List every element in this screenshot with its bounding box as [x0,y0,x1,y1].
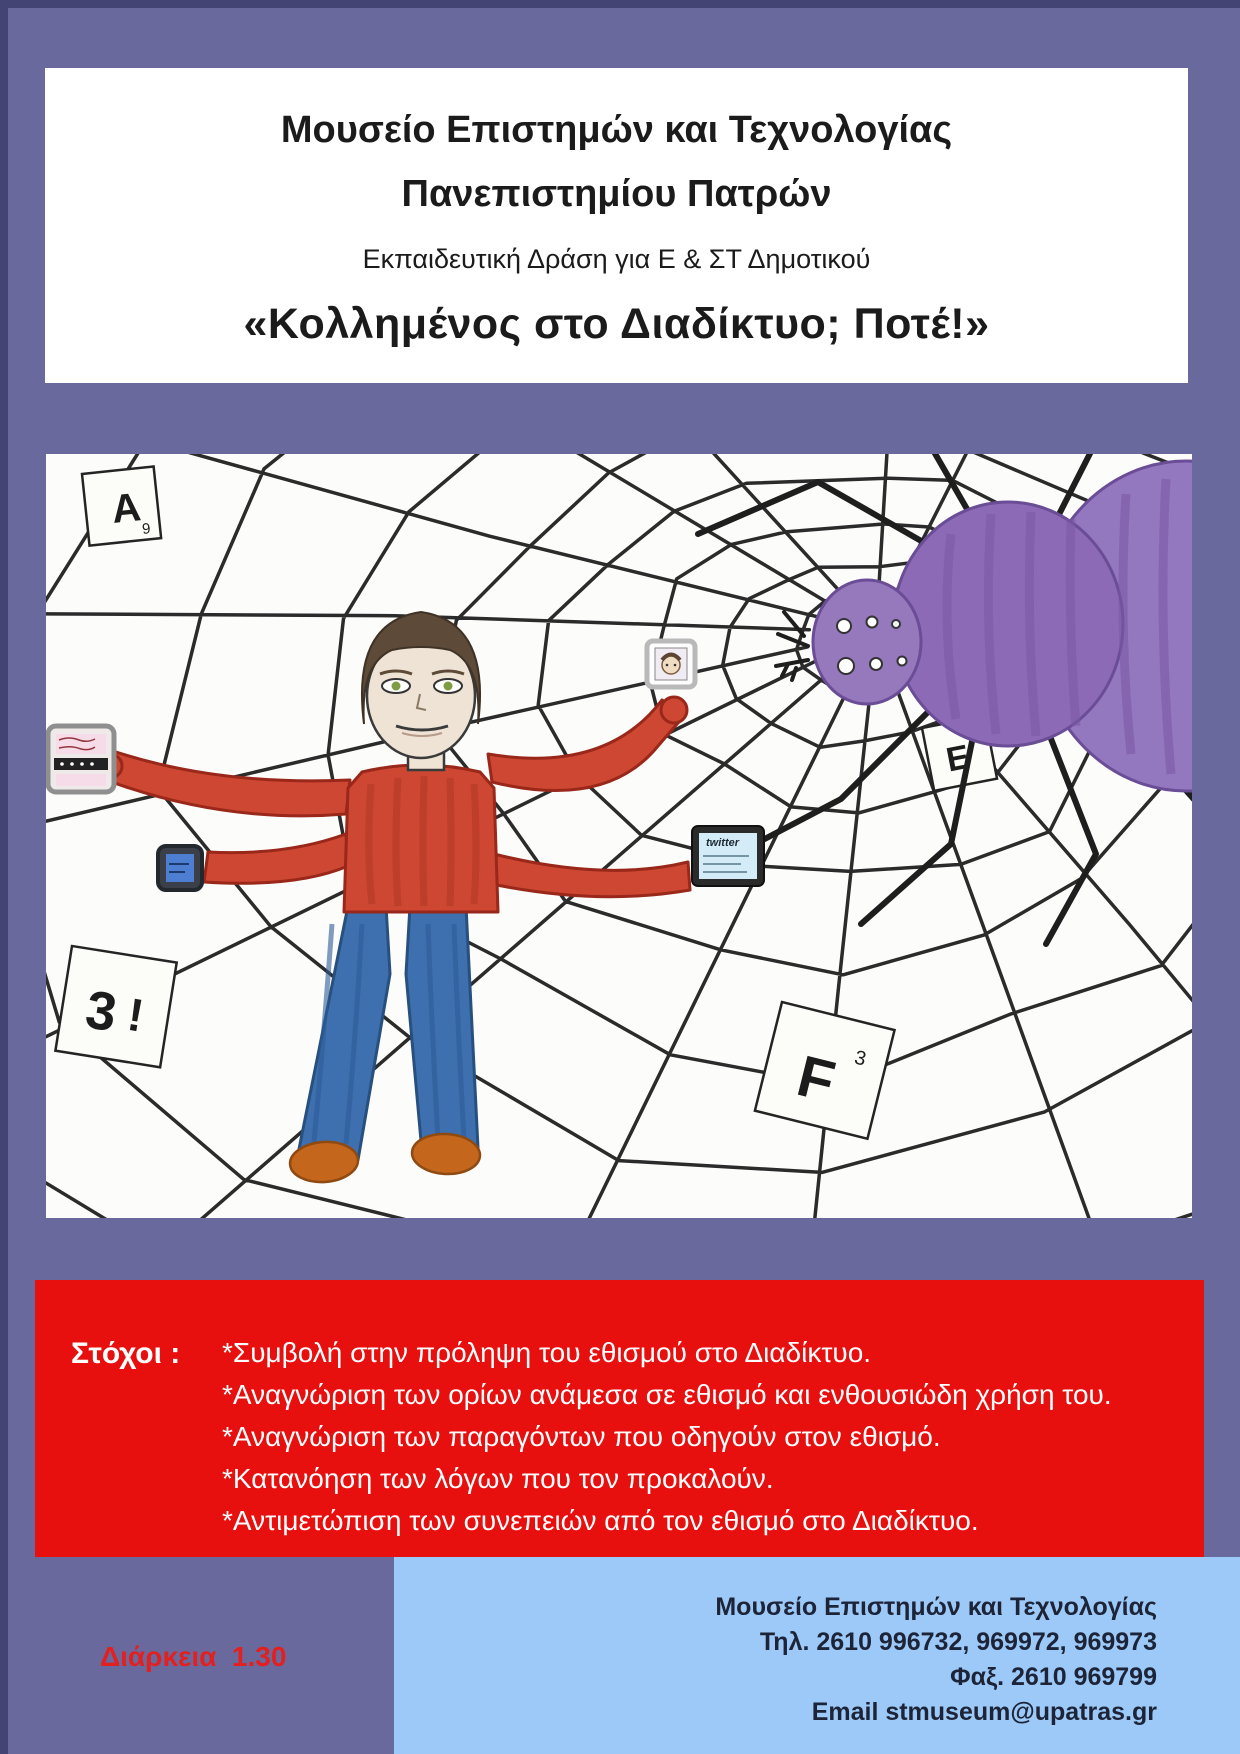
tile-a-digit: 9 [141,520,152,538]
phone-device [48,726,114,792]
contact-email: Email stmuseum@upatras.gr [811,1698,1157,1726]
letter-tile-f [755,1002,895,1139]
mini-screen-device [647,641,695,687]
tile-f-letter: F [791,1043,842,1115]
arm-to-tablet [492,854,690,897]
page-top-border [0,0,1240,8]
tablet-device [692,826,764,886]
duration-text: Διάρκεια 1.30 [100,1641,287,1672]
tile-3-exclamation: ! [124,987,148,1042]
tablet-label: twitter [706,837,739,849]
objective-item: *Αναγνώριση των ορίων ανάμεσα σε εθισμό και ενθουσιώδη χρήση του. [222,1379,1112,1410]
objective-item: *Κατανόηση των λόγων που τον προκαλούν. [222,1463,774,1494]
spider [698,454,1192,944]
museum-title-line1: Μουσείο Επιστημών και Τεχνολογίας [280,109,953,151]
museum-title-line2: Πανεπιστημίου Πατρών [401,173,832,215]
objectives-list [222,1332,1112,1542]
objective-item: *Αντιμετώπιση των συνεπειών από τον εθισμό στο Διαδίκτυο. [222,1505,979,1536]
header-card [45,68,1188,383]
contact-panel [394,1557,1240,1754]
left-iris [392,682,401,691]
page-left-border [0,0,8,1754]
right-iris [444,682,453,691]
letter-tile-a [82,466,161,545]
spider-head [813,580,921,704]
contact-block [715,1590,1157,1730]
spider-web-drawing [46,454,1192,1218]
activity-slogan: «Κολλημένος στο Διαδίκτυο; Ποτέ!» [243,300,990,348]
raised-hand [661,697,687,723]
objective-item: *Αναγνώριση των παραγόντων που οδηγούν στον εθισμό. [222,1421,941,1452]
tile-3-digit: 3 [81,979,121,1044]
drawing-panel [46,454,1192,1218]
objectives-box [35,1280,1204,1557]
contact-phone: Τηλ. 2610 996732, 969972, 969973 [759,1628,1157,1656]
phone-screen-top [56,734,106,754]
activity-subtitle: Εκπαιδευτική Δράση για Ε & ΣΤ Δημοτικού [362,244,871,274]
objectives-label: Στόχοι : [71,1337,181,1370]
objective-item: *Συμβολή στην πρόληψη του εθισμού στο Διαδίκτυο. [222,1337,872,1368]
letter-tile-3 [55,946,176,1067]
phone-screen-bottom [56,774,106,786]
arm-to-watch [204,834,348,883]
tile-e-letter: E [943,737,973,780]
wrist-watch-device [158,846,202,890]
spider-fangs [776,612,808,680]
spider-midbody [893,502,1123,746]
watch-screen [166,854,194,882]
contact-name: Μουσείο Επιστημών και Τεχνολογίας [715,1593,1157,1621]
person [98,612,690,1184]
tile-a-letter: A [109,485,143,532]
contact-fax: Φαξ. 2610 969799 [950,1663,1157,1691]
tile-f-exponent: 3 [852,1046,869,1071]
